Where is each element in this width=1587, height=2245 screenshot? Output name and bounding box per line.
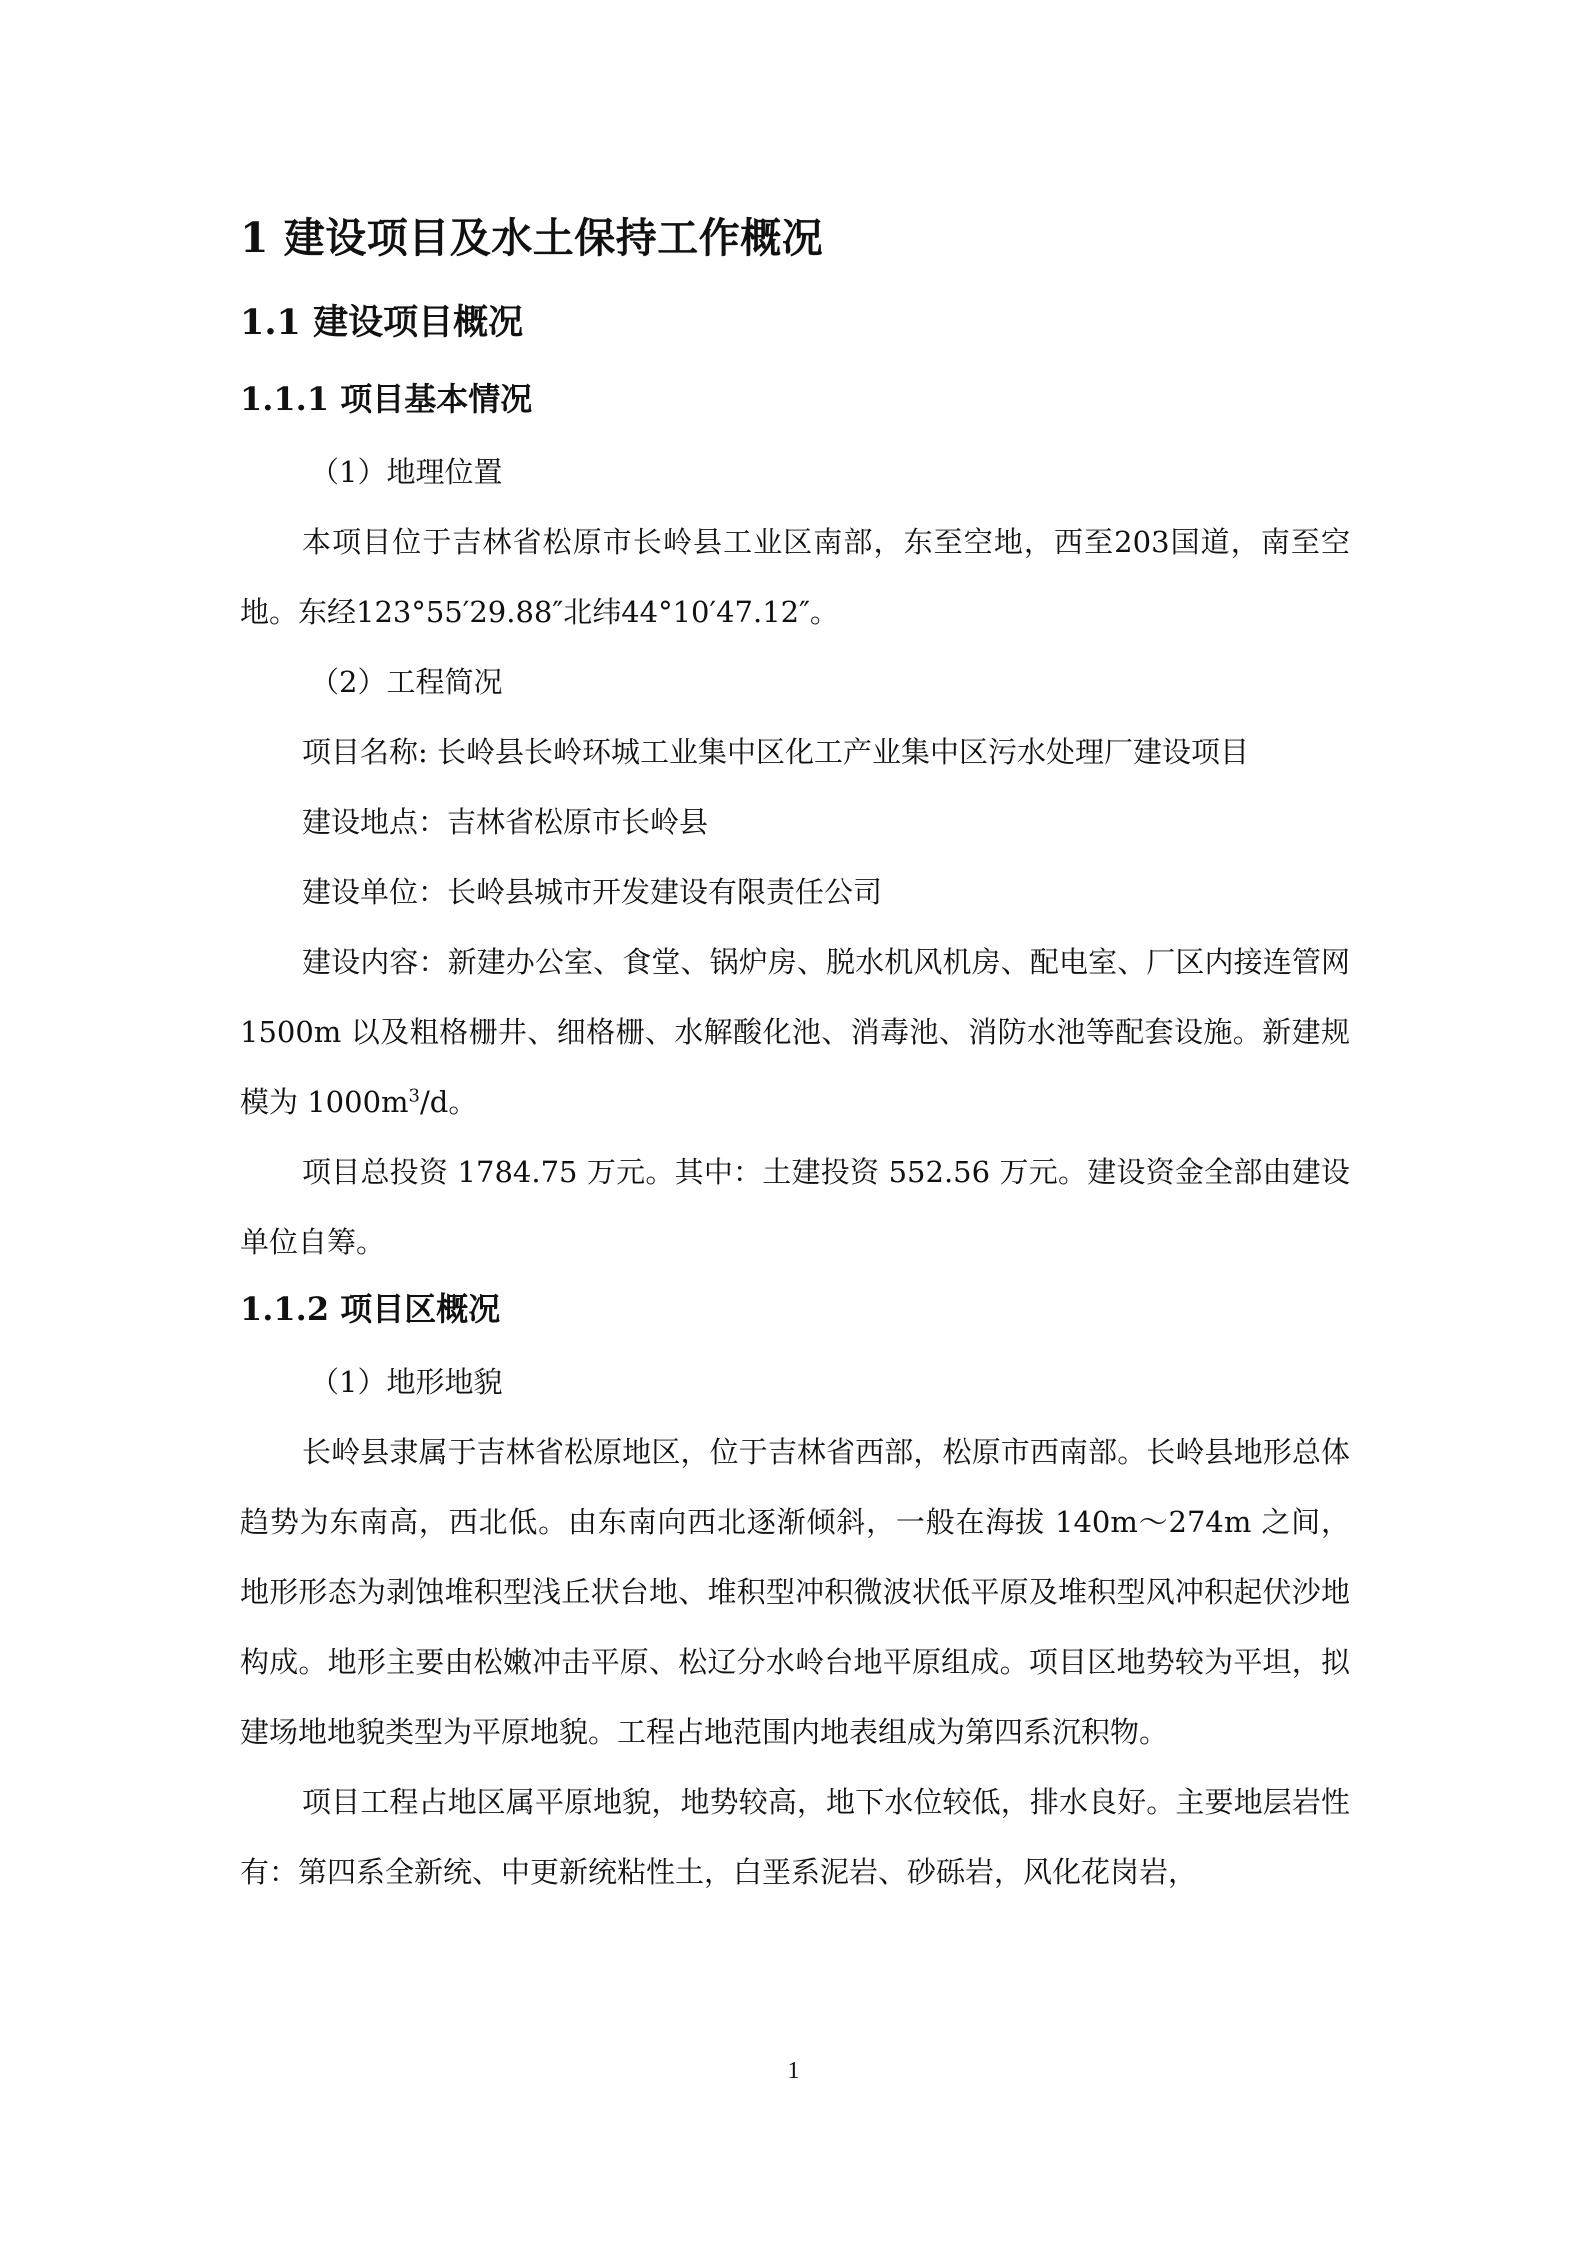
page-number: 1 (787, 2058, 800, 2084)
section-title-1-1: 1.1 建设项目概况 (240, 302, 524, 343)
project-site-line: 建设地点：吉林省松原市长岭县 (302, 805, 709, 839)
project-content-text: 建设内容：新建办公室、食堂、锅炉房、脱水机风机房、配电室、厂区内接连管网 1500m 以及粗格栅井、细格栅、水解酸化池、消毒池、消防水池等配套设施。新建规模为 1000m (240, 945, 1350, 1119)
project-content-unit-tail: /d。 (419, 1085, 478, 1119)
unit-superscript: 3 (408, 1085, 420, 1107)
subsection-title-1-1-1: 1.1.1 项目基本情况 (240, 380, 533, 418)
project-name-line: 项目名称: 长岭县长岭环城工业集中区化工产业集中区污水处理厂建设项目 (302, 735, 1249, 769)
terrain-paragraph: 长岭县隶属于吉林省松原地区，位于吉林省西部，松原市西南部。长岭县地形总体趋势为东南高，西北低。由东南向西北逐渐倾斜，一般在海拔 140m～274m 之间，地形形态为剥蚀堆积型浅丘状台地、堆积型冲积微波状低平原及堆积型风冲积起伏沙地构成。地形主要由松嫩冲击平原、松辽分水岭台地平原组成。项目区地势较为平坦，拟建场地地貌类型为平原地貌。工程占地范围内地表组成为第四系沉积物。 (240, 1435, 1350, 1749)
chapter-title: 1 建设项目及水土保持工作概况 (240, 214, 824, 262)
project-content-paragraph (240, 927, 1350, 1137)
item-heading-location: （1）地理位置 (310, 455, 503, 489)
page-body (240, 205, 1350, 1907)
investment-paragraph: 项目总投资 1784.75 万元。其中：土建投资 552.56 万元。建设资金全部由建设单位自筹。 (240, 1155, 1350, 1259)
item-heading-overview: （2）工程简况 (310, 665, 503, 699)
subsection-title-1-1-2: 1.1.2 项目区概况 (240, 1290, 501, 1328)
location-paragraph: 本项目位于吉林省松原市长岭县工业区南部，东至空地，西至203国道，南至空地。东经123°55′29.88″北纬44°10′47.12″。 (240, 525, 1350, 629)
geology-paragraph: 项目工程占地区属平原地貌，地势较高，地下水位较低，排水良好。主要地层岩性有：第四系全新统、中更新统粘性土，白垩系泥岩、砂砾岩，风化花岗岩， (240, 1785, 1350, 1889)
item-heading-terrain: （1）地形地貌 (310, 1365, 503, 1399)
project-unit-line: 建设单位：长岭县城市开发建设有限责任公司 (302, 875, 883, 909)
